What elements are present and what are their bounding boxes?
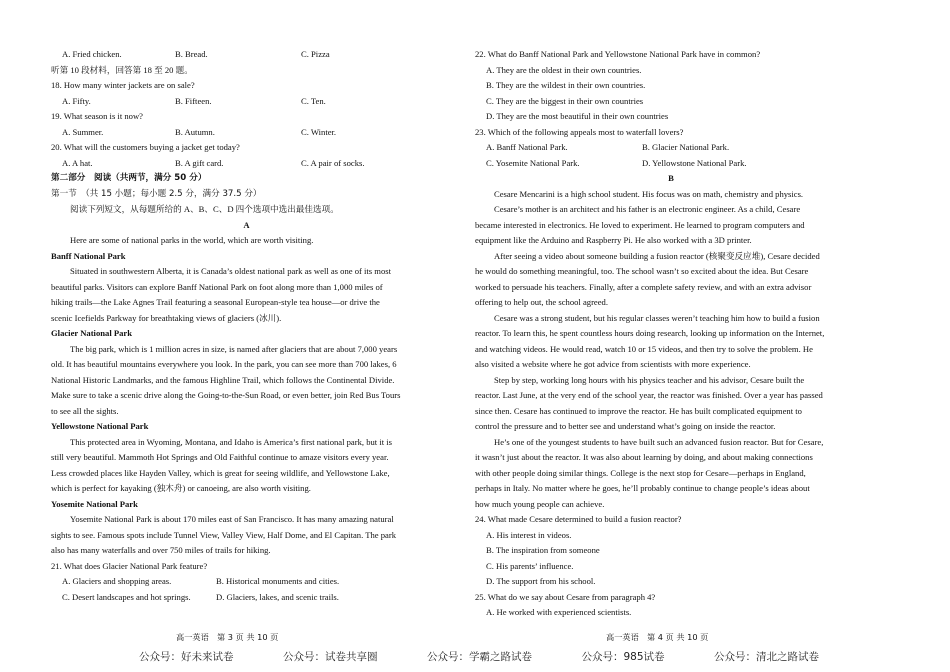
text-line: how much young people can achieve.	[475, 498, 605, 509]
left-column	[51, 47, 442, 605]
text-line: Make sure to take a scenic drive along the Going-to-the-Sun Road, or even better, join Red Bus Tours	[51, 390, 401, 400]
q21-options-row2	[51, 590, 442, 606]
option-b: B. Glacier National Park.	[642, 142, 730, 152]
yosemite-paragraph	[51, 512, 442, 559]
paragraph-5	[475, 373, 867, 435]
watermark-text: 公众号：学霸之路试卷	[426, 651, 532, 663]
option-a: A. He worked with experienced scientists.	[486, 607, 632, 617]
option-d: D. Yellowstone National Park.	[642, 157, 747, 168]
option-b: B. Autumn.	[175, 126, 215, 137]
passage-b-label: B	[668, 173, 674, 183]
text-line: he would do something meaningful, too. The school wasn’t so excited about the idea. But Cesare	[475, 266, 809, 276]
option-b: B. Bread.	[175, 49, 208, 59]
q23-options-row2	[475, 156, 867, 172]
text-line: Step by step, working long hours with his physics teacher and his advisor, Cesare built the	[494, 374, 805, 385]
passage-a-label: A	[243, 219, 250, 230]
q18-options	[51, 94, 442, 110]
text-line: perhaps in Italy. No matter where he goes, he’ll probably continue to change people’s ideas about	[475, 483, 810, 493]
option-a: A. Glaciers and shopping areas.	[62, 576, 172, 586]
text-line: reactor. Last June, at the very end of the school year, the reactor was finished. Over a year has passed	[475, 390, 823, 400]
q19-options	[51, 125, 442, 141]
text-line: After seeing a video about someone building a fusion reactor (核聚变反应堆), Cesare decided	[494, 250, 820, 261]
glacier-title: Glacier National Park	[51, 328, 132, 338]
option-a: A. Fried chicken.	[62, 49, 122, 59]
text-line: also visited a website where he got advice from scientists with more experience.	[475, 359, 751, 369]
banff-paragraph	[51, 264, 442, 326]
text-line: with other people doing similar things. College is the next stop for Cesare—perhaps in England,	[475, 467, 806, 478]
option-a: A. Fifty.	[62, 95, 91, 106]
question-24: 24. What made Cesare determined to build a fusion reactor?	[475, 514, 682, 524]
question-22: 22. What do Banff National Park and Yellowstone National Park have in common?	[475, 49, 761, 59]
page-footer-left: 高一英语 第 3 页 共 10 页	[176, 632, 279, 642]
question-25: 25. What do we say about Cesare from paragraph 4?	[475, 591, 656, 602]
text-line: Cesare Mencarini is a high school student. His focus was on math, chemistry and physics.	[494, 188, 804, 199]
text-line: also has many waterfalls and over 750 miles of trails for hiking.	[51, 545, 271, 555]
text-line: became interested in electronics. He loved to experiment. He learned to program computers and	[475, 219, 805, 230]
option-d: D. Glaciers, lakes, and scenic trails.	[216, 591, 339, 602]
text-line: sights to see. Famous spots include Tunnel View, Valley View, Half Dome, and El Capitan. The park	[51, 529, 396, 540]
text-line: which is perfect for kayaking (独木舟) or canoeing, are also worth visiting.	[51, 483, 311, 493]
option-b: B. Historical monuments and cities.	[216, 576, 340, 586]
glacier-paragraph	[51, 342, 442, 420]
option-c: C. Pizza	[301, 49, 330, 59]
option-c: C. They are the biggest in their own countries	[486, 95, 644, 106]
option-c: C. A pair of socks.	[301, 157, 365, 168]
paragraph-4	[475, 311, 867, 373]
watermark-text: 公众号：好未来试卷	[139, 651, 234, 663]
q20-options	[51, 156, 442, 172]
option-a: A. They are the oldest in their own countries.	[486, 64, 642, 75]
paragraph-2	[475, 202, 867, 249]
text-line: Yosemite National Park is about 170 miles east of San Francisco. It has many amazing natural	[70, 514, 394, 524]
paragraph-6	[475, 435, 867, 513]
page-footer-right: 高一英语 第 4 页 共 10 页	[606, 632, 709, 642]
option-b: B. They are the wildest in their own countries.	[486, 80, 646, 90]
text-line: The big park, which is 1 million acres in size, is named after glaciers that are about 7,000 years	[70, 343, 398, 354]
text-line: old. It has beautiful mountains everywhere you look. In the park, you can see more than 700 lakes, 6	[51, 359, 397, 369]
watermark-text: 公众号：985试卷	[581, 651, 665, 663]
q23-options-row1	[475, 140, 867, 156]
option-c: C. Desert landscapes and hot springs.	[62, 591, 191, 602]
text-line: to see all the sights.	[51, 405, 119, 416]
text-line: This protected area in Wyoming, Montana, and Idaho is America’s first national park, but it is	[70, 436, 392, 447]
question-20: 20. What will the customers buying a jacket get today?	[51, 142, 240, 152]
section-one-heading: 第一节 （共 15 小题；每小题 2.5 分，满分 37.5 分）	[51, 188, 262, 199]
watermark-bar	[139, 650, 819, 666]
text-line: still very beautiful. Mammoth Hot Springs and Old Faithful continue to amaze visitors every year.	[51, 452, 389, 462]
option-c: C. His parents’ influence.	[486, 560, 574, 571]
part-two-heading: 第二部分 阅读（共两节，满分 50 分）	[51, 173, 207, 183]
question-18: 18. How many winter jackets are on sale?	[51, 80, 195, 90]
yellowstone-paragraph	[51, 435, 442, 497]
text-line: and watching videos. He would read, watch 10 or 15 videos, and then try to solve the problem. He	[475, 343, 813, 354]
option-d: D. They are the most beautiful in their own countries	[486, 111, 669, 121]
text-line: Situated in southwestern Alberta, it is Canada’s oldest national park as well as one of its most	[70, 266, 392, 276]
question-23: 23. Which of the following appeals most to waterfall lovers?	[475, 126, 684, 137]
watermark-text: 公众号：清北之路试卷	[713, 651, 819, 663]
text-line: worked to persuade his teachers. Finally, after a complete safety review, and with an extra advisor	[475, 281, 812, 292]
text-line: control the pressure and to better see and understand what’s going on inside the reactor.	[475, 421, 776, 431]
text-line: equipment like the Arduino and Raspberry Pi. He also worked with a 3D printer.	[475, 235, 752, 245]
option-b: B. A gift card.	[175, 157, 224, 168]
option-b: B. Fifteen.	[175, 95, 212, 106]
paragraph-3	[475, 249, 867, 311]
q17-options	[51, 47, 442, 63]
option-a: A. His interest in videos.	[486, 529, 572, 540]
option-a: A. Summer.	[62, 126, 104, 137]
text-line: hiking trails—the Lake Agnes Trail featuring a seasonal European-style tea house—or drive the	[51, 297, 380, 307]
text-line: reactor. To learn this, he spent countless hours doing research, looking up information on the Internet,	[475, 328, 825, 338]
yosemite-title: Yosemite National Park	[51, 498, 138, 509]
text-line: Cesare was a strong student, but his regular classes weren’t teaching him how to build a fusion	[494, 312, 820, 323]
text-line: Less crowded places like Hayden Valley, which is great for seeing wildlife, and Yellowstone Lake,	[51, 467, 390, 478]
text-line: offering to help out, the school agreed.	[475, 297, 609, 307]
option-a: A. A hat.	[62, 157, 93, 168]
reading-instruction: 阅读下列短文，从每题所给的 A、B、C、D 四个选项中选出最佳选项。	[70, 204, 339, 214]
listening-instruction: 听第 10 段材料，回答第 18 至 20 题。	[51, 64, 193, 75]
text-line: Cesare’s mother is an architect and his father is an electronic engineer. As a child, Cesare	[494, 204, 801, 214]
option-d: D. The support from his school.	[486, 576, 596, 586]
banff-title: Banff National Park	[51, 250, 126, 261]
question-21: 21. What does Glacier National Park feature?	[51, 560, 208, 571]
watermark-text: 公众号：试卷共享圈	[282, 651, 378, 663]
option-b: B. The inspiration from someone	[486, 545, 600, 555]
paragraph-1	[475, 187, 867, 203]
text-line: scenic Icefields Parkway for breathtaking views of glaciers (冰川).	[51, 312, 282, 323]
option-a: A. Banff National Park.	[486, 142, 568, 152]
text-line: beautiful parks. Visitors can explore Banff National Park on foot along more than 1,000 miles of	[51, 281, 383, 292]
right-column	[475, 47, 867, 621]
question-19: 19. What season is it now?	[51, 111, 143, 121]
text-line: National Historic Landmarks, and the famous Highline Trail, which follows the Continental Divide.	[51, 374, 395, 385]
option-c: C. Winter.	[301, 126, 337, 137]
yellowstone-title: Yellowstone National Park	[51, 421, 149, 431]
passage-intro: Here are some of national parks in the world, which are worth visiting.	[70, 235, 314, 245]
text-line: He’s one of the youngest students to have built such an advanced fusion reactor. But for Cesare,	[494, 436, 824, 447]
option-c: C. Ten.	[301, 95, 326, 106]
text-line: it wasn’t just about the reactor. It was also about learning by doing, and about making connections	[475, 452, 813, 462]
option-c: C. Yosemite National Park.	[486, 157, 580, 168]
q21-options-row1	[51, 574, 442, 590]
text-line: since then. Cesare has continued to improve the reactor. He has built complicated equipment to	[475, 405, 802, 416]
